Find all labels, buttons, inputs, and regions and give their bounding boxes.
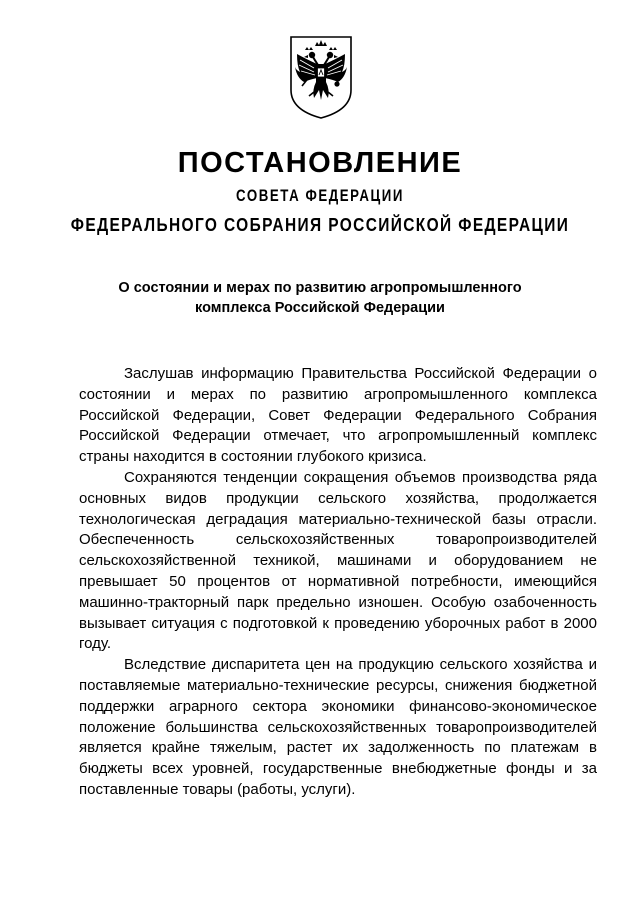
- resolution-subject: [80, 278, 560, 318]
- issuing-body-line-2: ФЕДЕРАЛЬНОГО СОБРАНИЯ РОССИЙСКОЙ ФЕДЕРАЦИИ: [70, 215, 570, 235]
- issuing-body-line-1: СОВЕТА ФЕДЕРАЦИИ: [236, 186, 404, 205]
- russian-coat-of-arms-icon: [288, 34, 354, 120]
- body-paragraph-2: Сохраняются тенденции сокращения объемов производства ряда основных видов продукции сельского хозяйства, продолжается технологическая деградация материально-технической базы отрасли. Обеспеченность сельскохозяйственных товаропроизводителей сельскохозяйственной техникой, машинами и оборудованием не превышает 50 процентов от нормативной потребности, имеющийся машинно-тракторный парк предельно изношен. Особую озабоченность вызывает ситуация с подготовкой к проведению уборочных работ в 2000 году.: [79, 468, 597, 653]
- body-paragraph-3: Вследствие диспаритета цен на продукцию сельского хозяйства и поставляемые материально-технические ресурсы, снижения бюджетной поддержки аграрного сектора экономики финансово-экономическое положение большинства сельскохозяйственных товаропроизводителей является крайне тяжелым, растет их задолженность по платежам в бюджеты всех уровней, государственные внебюджетные фонды и за поставленные товары (работы, услуги).: [79, 656, 597, 798]
- resolution-body: [79, 364, 597, 801]
- document-type-title: ПОСТАНОВЛЕНИЕ: [177, 147, 463, 179]
- subject-line-1: О состоянии и мерах по развитию агропромышленного: [118, 280, 522, 296]
- body-paragraph-1: Заслушав информацию Правительства Российской Федерации о состоянии и мерах по развитию агропромышленного комплекса Российской Федерации, Совет Федерации Федерального Собрания Российской Федерации отмечает, что агропромышленный комплекс страны находится в состоянии глубокого кризиса.: [79, 365, 597, 466]
- subject-line-2: комплекса Российской Федерации: [195, 300, 445, 316]
